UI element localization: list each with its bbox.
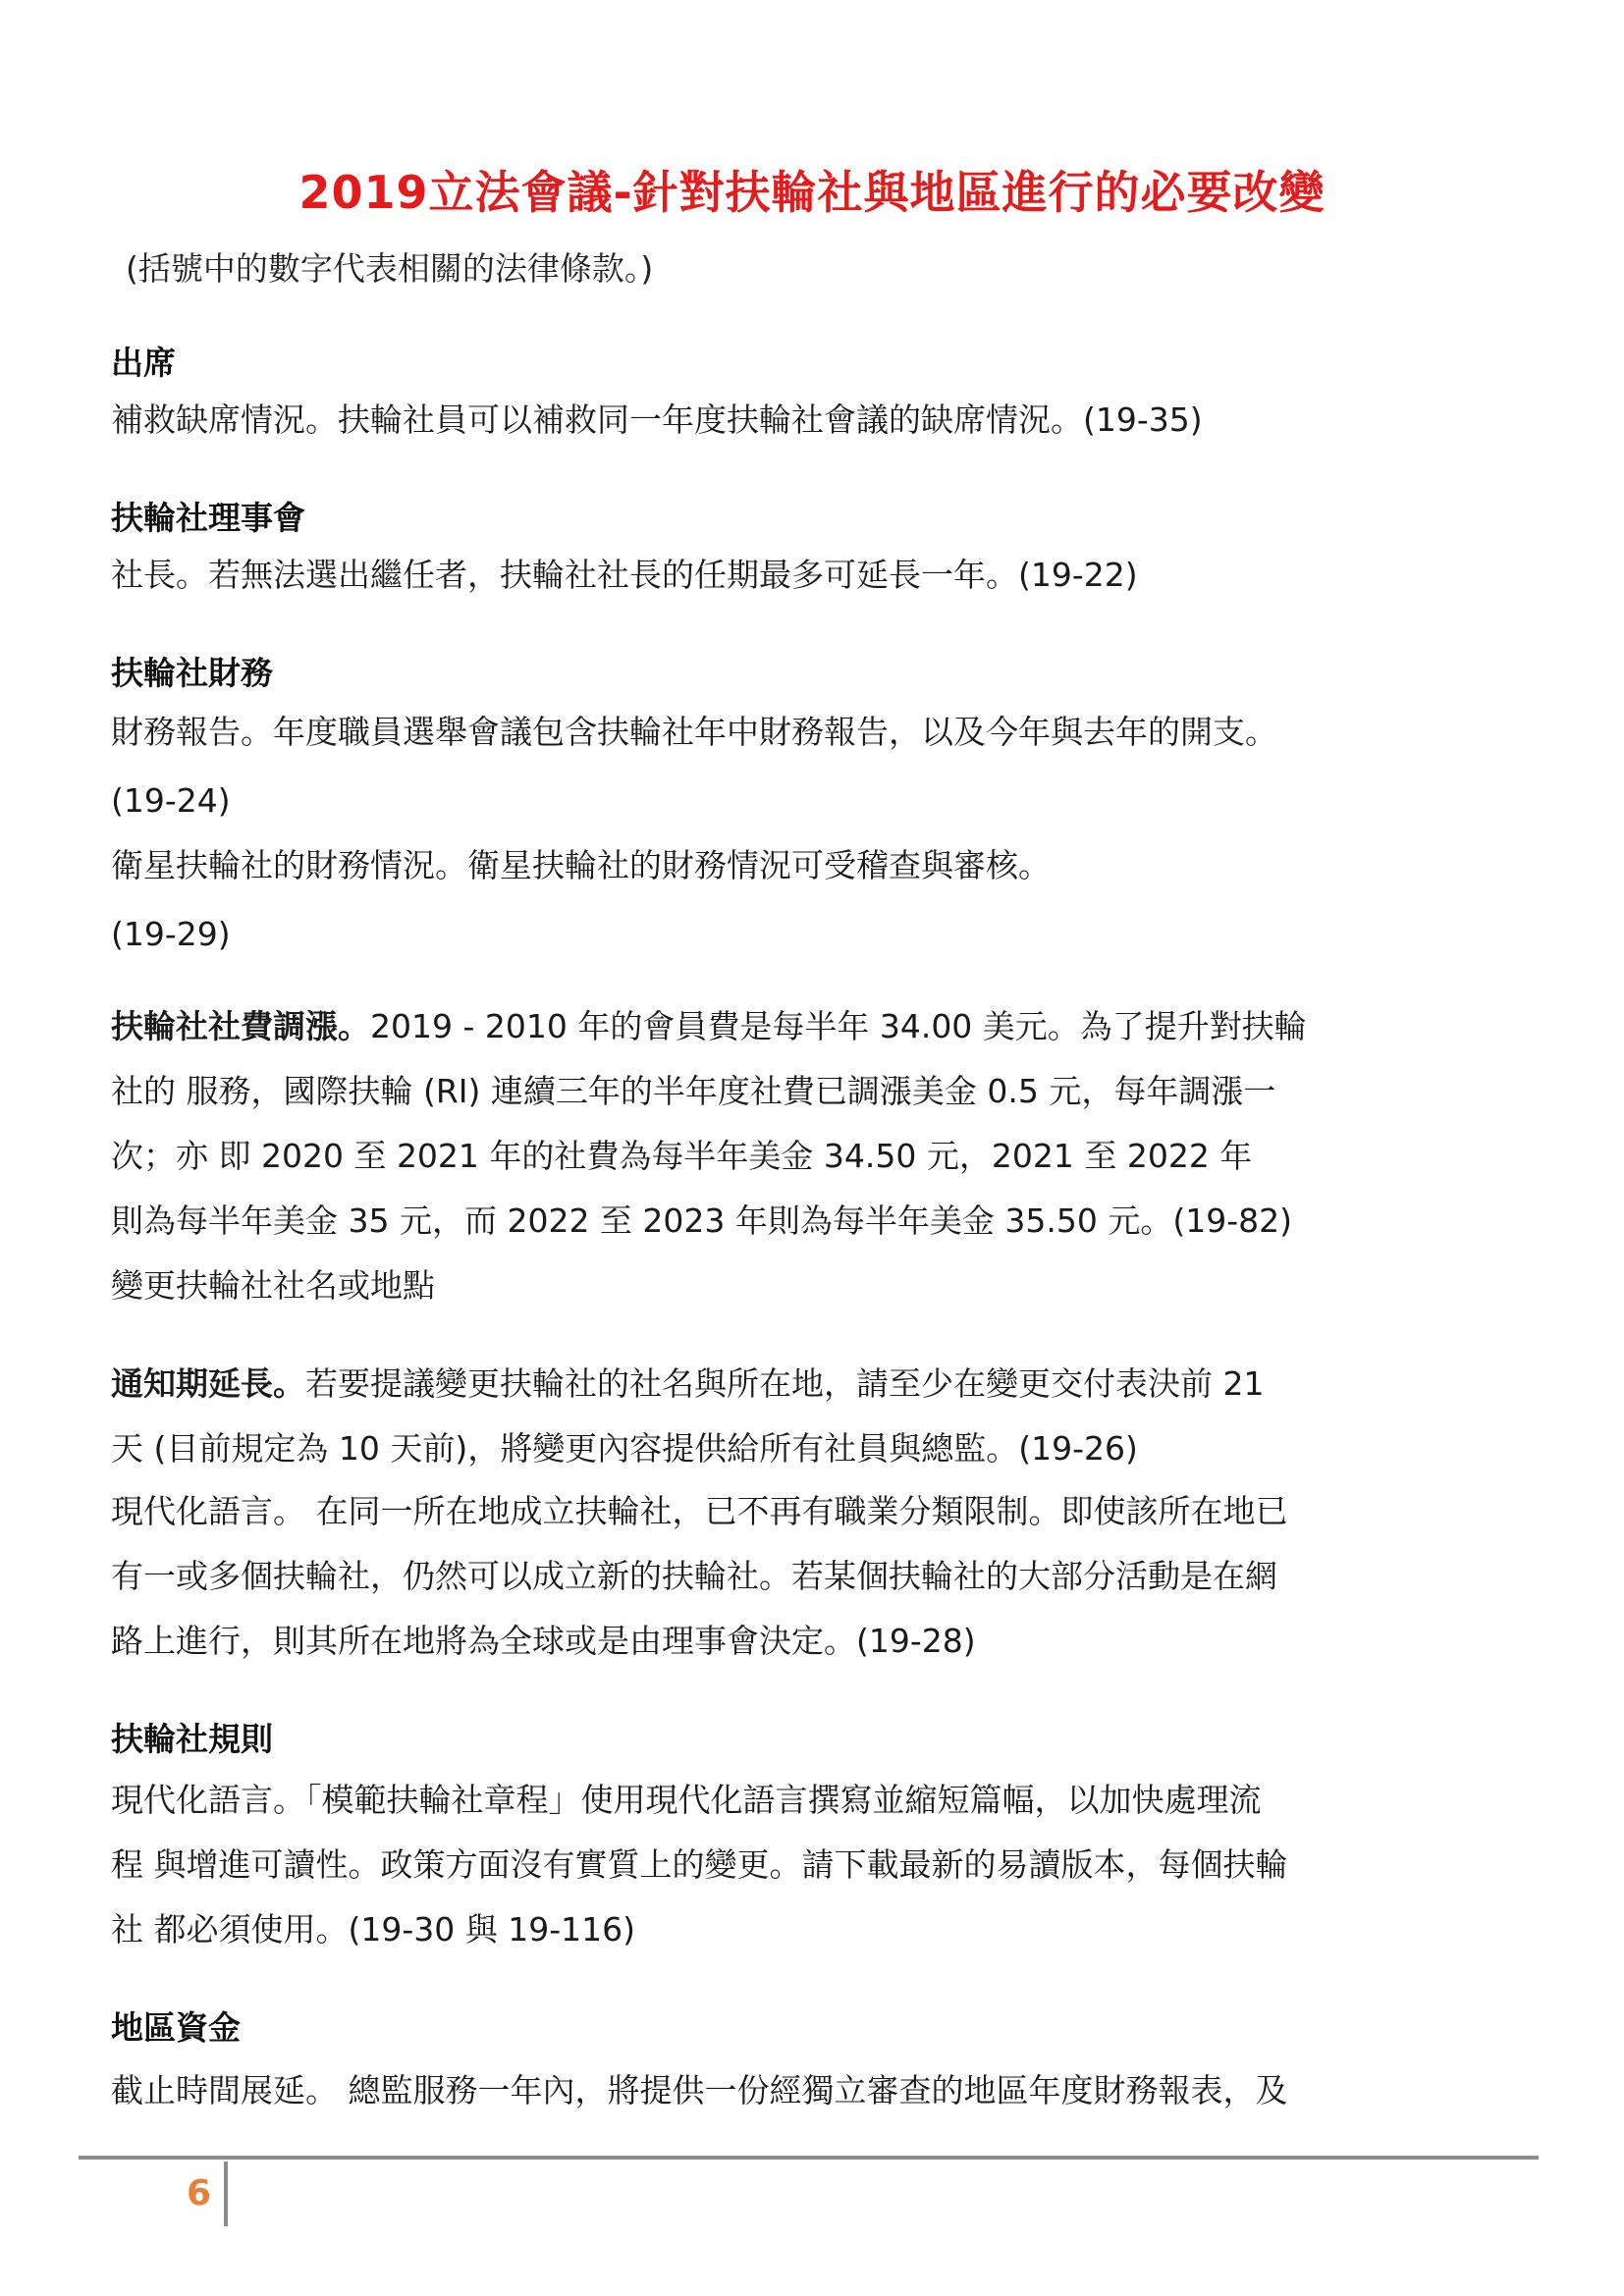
- finance-paragraph-1a: 財務報告。年度職員選舉會議包含扶輪社年中財務報告，以及今年與去年的開支。: [111, 713, 1277, 751]
- notice-line-2: 天 (目前規定為 10 天前)，將變更內容提供給所有社員與總監。(19-26): [111, 1429, 1138, 1468]
- dues-line-1-text: 2019 - 2010 年的會員費是每半年 34.00 美元。為了提升對扶輪: [370, 1007, 1307, 1045]
- section-heading-finance: 扶輪社財務: [111, 654, 273, 692]
- section-heading-district: 地區資金: [111, 2008, 241, 2047]
- attendance-paragraph: 補救缺席情況。扶輪社員可以補救同一年度扶輪社會議的缺席情況。(19-35): [111, 400, 1203, 439]
- notice-line-1-text: 若要提議變更扶輪社的社名與所在地，請至少在變更交付表決前 21: [305, 1364, 1265, 1403]
- board-paragraph: 社長。若無法選出繼任者，扶輪社社長的任期最多可延長一年。(19-22): [111, 556, 1138, 594]
- page-title: 2019立法會議-針對扶輪社與地區進行的必要改變: [298, 166, 1326, 219]
- section-heading-board: 扶輪社理事會: [111, 499, 305, 537]
- dues-line-5: 變更扶輪社社名或地點: [111, 1266, 435, 1305]
- rules-line-3: 社 都必須使用。(19-30 與 19-116): [111, 1910, 635, 1949]
- notice-line-5: 路上進行，則其所在地將為全球或是由理事會決定。(19-28): [111, 1622, 976, 1660]
- finance-paragraph-2a: 衛星扶輪社的財務情況。衛星扶輪社的財務情況可受稽查與審核。: [111, 846, 1051, 884]
- section-heading-rules: 扶輪社規則: [111, 1720, 273, 1758]
- dues-line-2: 社的 服務，國際扶輪 (RI) 連續三年的半年度社費已調漲美金 0.5 元，每年調漲一: [111, 1072, 1276, 1110]
- section-heading-attendance: 出席: [111, 344, 176, 382]
- finance-paragraph-1b: (19-24): [111, 781, 231, 820]
- page-subtitle: (括號中的數字代表相關的法律條款。): [126, 249, 654, 288]
- rules-line-1: 現代化語言。「模範扶輪社章程」使用現代化語言撰寫並縮短篇幅，以加快處理流: [111, 1781, 1262, 1819]
- dues-line-1: [111, 1001, 1307, 1051]
- district-line-1: 截止時間展延。 總監服務一年內，將提供一份經獨立審查的地區年度財務報表，及: [111, 2071, 1288, 2109]
- notice-line-1: [111, 1359, 1264, 1409]
- finance-paragraph-2b: (19-29): [111, 915, 231, 953]
- notice-lead: 通知期延長。: [111, 1364, 305, 1403]
- page-number-bar: [224, 2162, 228, 2226]
- page-number: 6: [187, 2173, 212, 2214]
- footer-divider: [79, 2156, 1539, 2160]
- dues-lead: 扶輪社社費調漲。: [111, 1007, 370, 1045]
- dues-line-3: 次；亦 即 2020 至 2021 年的社費為每半年美金 34.50 元，2021 至 2022 年: [111, 1137, 1253, 1175]
- notice-line-4: 有一或多個扶輪社，仍然可以成立新的扶輪社。若某個扶輪社的大部分活動是在網: [111, 1557, 1277, 1595]
- dues-line-4: 則為每半年美金 35 元，而 2022 至 2023 年則為每半年美金 35.50 元。(19-82): [111, 1201, 1292, 1240]
- notice-line-3: 現代化語言。 在同一所在地成立扶輪社，已不再有職業分類限制。即使該所在地已: [111, 1492, 1288, 1530]
- rules-line-2: 程 與增進可讀性。政策方面沒有實質上的變更。請下載最新的易讀版本，每個扶輪: [111, 1845, 1288, 1884]
